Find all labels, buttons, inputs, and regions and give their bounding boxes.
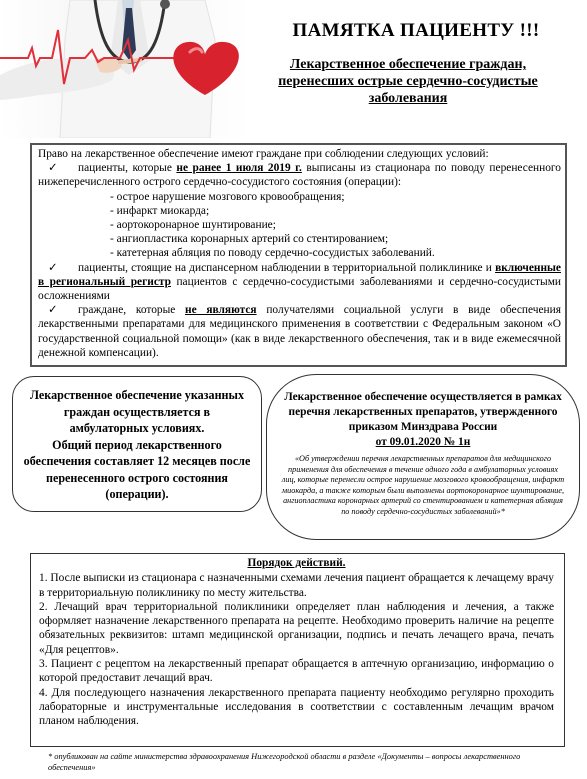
order-note: «Об утверждении перечня лекарственных препаратов для медицинского применения для обеспечения в течение одного года в амбулаторных условиях лиц, которые перенесли острое нарушение мозгового кровообращения, инфаркт миокарда, а также которым были выполнены аортокоронарное шунтирование, ангиопластика коронарных артерий со стентированием и катетерная абляция по поводу сердечно-сосудистых заболеваний»* [281,454,565,516]
doctor-illustration [0,0,250,138]
procedure-step: 2. Лечащий врач территориальной поликлиники определяет план наблюдения и лечения, а также оформляет назначение лекарственного препарата на рецепте. Необходимо проверить наличие на рецепте обязательных реквизитов: штамп медицинской организации, подпись и печать лечащего врача, печать «Для рецептов». [39,600,554,656]
checkmark-icon: ✓ [48,304,58,317]
procedure-box [30,553,565,747]
footnote: * опубликован на сайте министерства здравоохранения Нижегородской области в разделе «Документы – вопросы лекарственного обеспечения» [48,752,521,772]
sub-item: - катетерная абляция по поводу сердечно-сосудистых заболеваний. [110,247,435,260]
drug-list-text: Лекарственное обеспечение осуществляется в рамках перечня лекарственных препаратов, утвержденного приказом Минздрава России [284,391,562,433]
period-text: Общий период лекарственного обеспечения составляет 12 месяцев после перенесенного острого состояния (операции). [23,437,251,501]
condition-item-2: ✓ пациенты, стоящие на диспансерном наблюдении в территориальной поликлинике и включенные в региональный регистр пациентов с сердечно-сосудистыми заболеваниями и сердечно-сосудистыми осложнениями [38,261,561,303]
procedure-step: 3. Пациент с рецептом на лекарственный препарат обращается в аптечную организацию, информацию о которой предоставит лечащий врач. [39,658,554,685]
drug-list-box [266,374,580,540]
sub-item: - ангиопластика коронарных артерий со стентированием; [110,233,389,246]
sub-item: - инфаркт миокарда; [110,204,210,217]
sub-item: - аортокоронарное шунтирование; [110,219,276,232]
checkmark-icon: ✓ [48,261,58,274]
checkmark-icon: ✓ [48,162,58,175]
sub-item: - острое нарушение мозгового кровообращения; [110,190,345,203]
page-title: ПАМЯТКА ПАЦИЕНТУ !!! [292,20,540,41]
conditions-intro: Право на лекарственное обеспечение имеют граждане при соблюдении следующих условий: [38,148,489,160]
procedure-heading: Порядок действий. [247,557,346,569]
outpatient-text: Лекарственное обеспечение указанных граждан осуществляется в амбулаторных условиях. [29,388,244,435]
conditions-box [30,143,567,367]
order-date: от 09.01.2020 № 1н [375,436,471,448]
procedure-step: 4. Для последующего назначения лекарственного препарата пациенту необходимо регулярно проходить лабораторные и инструментальные исследования в соответствии с составленным лечащим врачом планом наблюдения. [39,686,554,728]
procedure-step: 1. После выписки из стационара с назначенными схемами лечения пациент обращается к лечащему врачу в территориальную поликлинику по месту жительства. [39,572,554,599]
condition-item-1: ✓ пациенты, которые не ранее 1 июля 2019 г. выписаны из стационара по поводу перенесенного нижеперечисленного острого сердечно-сосудистого состояния (операции): [38,162,561,189]
header-illustration [0,0,250,138]
page-subtitle: Лекарственное обеспечение граждан, перенесших острые сердечно-сосудистые заболевания [278,57,538,106]
outpatient-info-box [12,376,262,512]
condition-item-3: ✓ граждане, которые не являются получателями социальной услуги в виде обеспечения лекарственными препаратами для медицинского применения в соответствии с Федеральным законом «О государственной социальной помощи» (как в виде лекарственного обеспечения, так и в виде ежемесячной денежной компенсации). [38,304,561,359]
